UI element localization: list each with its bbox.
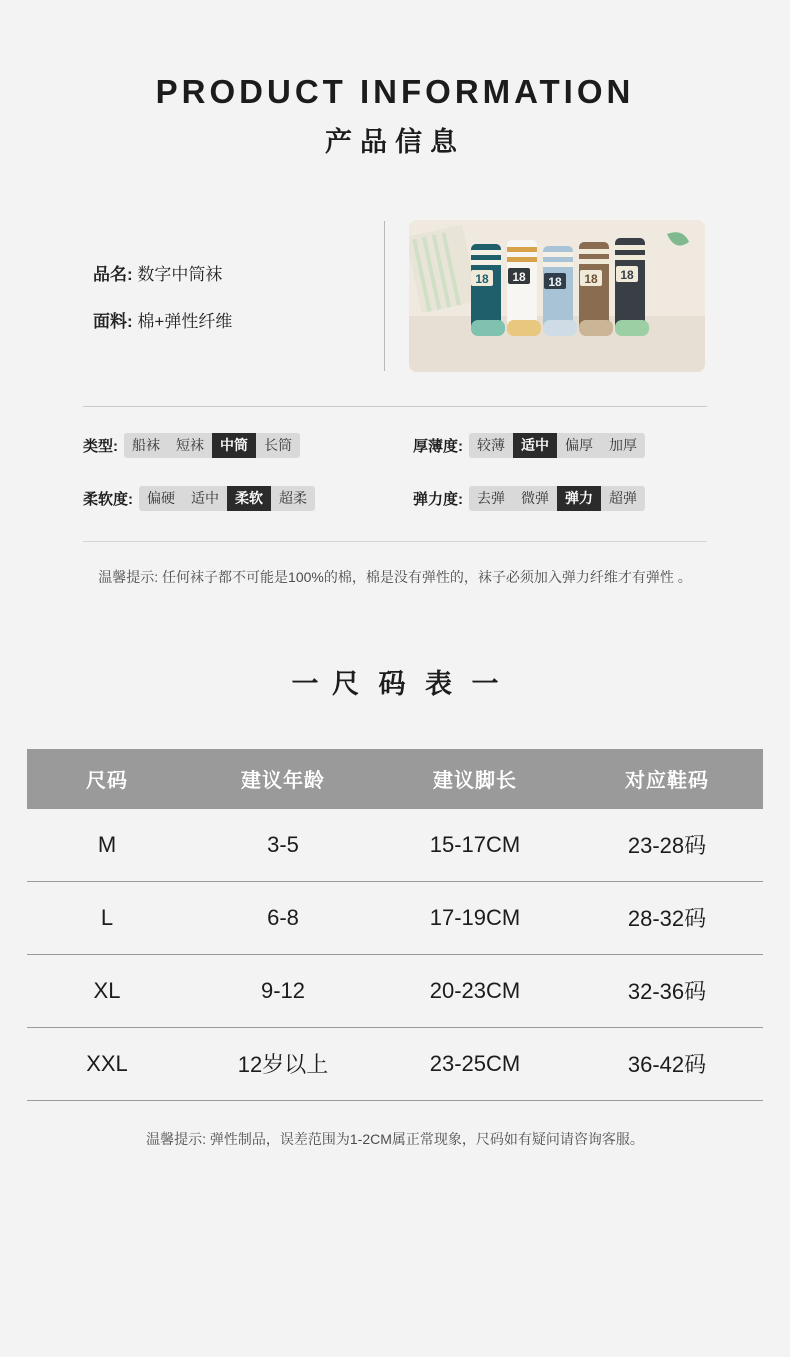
divider-top — [83, 406, 707, 407]
size-chart-heading — [0, 662, 790, 701]
cell-size: L — [27, 881, 187, 954]
product-info-block — [85, 220, 705, 372]
spec-type — [83, 433, 413, 458]
spec-option-type-3[interactable]: 长筒 — [264, 437, 292, 454]
spec-elasticity — [413, 486, 645, 511]
spec-option-softness-0[interactable]: 偏硬 — [147, 490, 175, 507]
spec-option-type-0[interactable]: 船袜 — [132, 437, 160, 454]
svg-text:18: 18 — [512, 269, 526, 284]
spec-line-2 — [83, 486, 707, 511]
spec-option-thickness-3[interactable]: 加厚 — [609, 437, 637, 454]
column-header-age: 建议年龄 — [187, 749, 379, 809]
spec-options-type[interactable] — [124, 433, 300, 458]
column-header-footlength: 建议脚长 — [379, 749, 571, 809]
spec-options-thickness[interactable] — [469, 433, 645, 458]
attribute-value-name: 数字中筒袜 — [137, 264, 223, 284]
table-row — [27, 954, 763, 1027]
spec-title-softness: 柔软度: — [83, 490, 133, 508]
cell-size: M — [27, 809, 187, 882]
cell-shoesize: 32-36码 — [571, 954, 763, 1027]
cell-age: 12岁以上 — [187, 1027, 379, 1100]
spec-option-thickness-1[interactable]: 适中 — [513, 433, 557, 458]
spec-option-thickness-2[interactable]: 偏厚 — [565, 437, 593, 454]
page-header — [0, 0, 790, 158]
spec-option-softness-2[interactable]: 柔软 — [227, 486, 271, 511]
cell-footlength: 23-25CM — [379, 1027, 571, 1100]
svg-text:18: 18 — [620, 267, 634, 282]
spec-title-type: 类型: — [83, 437, 118, 455]
cell-shoesize: 36-42码 — [571, 1027, 763, 1100]
table-header-row — [27, 749, 763, 809]
spec-options-elasticity[interactable] — [469, 486, 645, 511]
attribute-row-material — [93, 307, 384, 332]
product-attributes — [85, 260, 384, 332]
spec-option-thickness-0[interactable]: 较薄 — [477, 437, 505, 454]
page-title-cn: 产品信息 — [325, 126, 465, 157]
spec-option-softness-1[interactable]: 适中 — [191, 490, 219, 507]
heading-text: 尺 码 表 — [331, 668, 458, 699]
spec-title-thickness: 厚薄度: — [413, 437, 463, 455]
svg-text:18: 18 — [584, 271, 598, 286]
divider-bottom — [83, 541, 707, 542]
size-chart-tip: 温馨提示: 弹性制品，误差范围为1-2CM属正常现象，尺码如有疑问请咨询客服。 — [146, 1130, 644, 1147]
spec-thickness — [413, 433, 645, 458]
attribute-row-name — [93, 260, 384, 285]
spec-softness — [83, 486, 413, 511]
product-photo — [409, 220, 705, 372]
cell-size: XL — [27, 954, 187, 1027]
spec-option-elasticity-2[interactable]: 弹力 — [557, 486, 601, 511]
cell-age: 6-8 — [187, 881, 379, 954]
material-tip-text: 温馨提示: 任何袜子都不可能是100%的棉，棉是没有弹性的，袜子必须加入弹力纤维才有弹性 。 — [98, 568, 692, 585]
spec-title-elasticity: 弹力度: — [413, 490, 463, 508]
cell-footlength: 17-19CM — [379, 881, 571, 954]
column-header-shoesize: 对应鞋码 — [571, 749, 763, 809]
spec-option-elasticity-3[interactable]: 超弹 — [609, 490, 637, 507]
page-title-en: PRODUCT INFORMATION — [155, 73, 635, 110]
table-row — [27, 881, 763, 954]
cell-age: 3-5 — [187, 809, 379, 882]
cell-footlength: 20-23CM — [379, 954, 571, 1027]
vertical-divider — [384, 221, 385, 371]
svg-text:18: 18 — [548, 274, 562, 289]
size-chart-table — [27, 749, 763, 1101]
cell-size: XXL — [27, 1027, 187, 1100]
cell-age: 9-12 — [187, 954, 379, 1027]
table-body — [27, 809, 763, 1101]
spec-options-softness[interactable] — [139, 486, 315, 511]
column-header-size: 尺码 — [27, 749, 187, 809]
spec-option-elasticity-1[interactable]: 微弹 — [521, 490, 549, 507]
socks-photo-illustration — [409, 220, 705, 372]
cell-footlength: 15-17CM — [379, 809, 571, 882]
attribute-value-material: 棉+弹性纤维 — [137, 311, 233, 331]
spec-option-type-2[interactable]: 中筒 — [212, 433, 256, 458]
cell-shoesize: 23-28码 — [571, 809, 763, 882]
material-tip — [95, 566, 695, 590]
spec-options — [83, 433, 707, 511]
table-header — [27, 749, 763, 809]
attribute-label-name: 品名: — [93, 264, 133, 284]
spec-line-1 — [83, 433, 707, 458]
heading-dash-left: 一 — [291, 668, 319, 699]
table-row — [27, 1027, 763, 1100]
table-row — [27, 809, 763, 882]
attribute-label-material: 面料: — [93, 311, 133, 331]
spec-option-elasticity-0[interactable]: 去弹 — [477, 490, 505, 507]
spec-option-type-1[interactable]: 短袜 — [176, 437, 204, 454]
cell-shoesize: 28-32码 — [571, 881, 763, 954]
svg-text:18: 18 — [475, 271, 489, 286]
spec-option-softness-3[interactable]: 超柔 — [279, 490, 307, 507]
heading-dash-right: 一 — [471, 668, 499, 699]
